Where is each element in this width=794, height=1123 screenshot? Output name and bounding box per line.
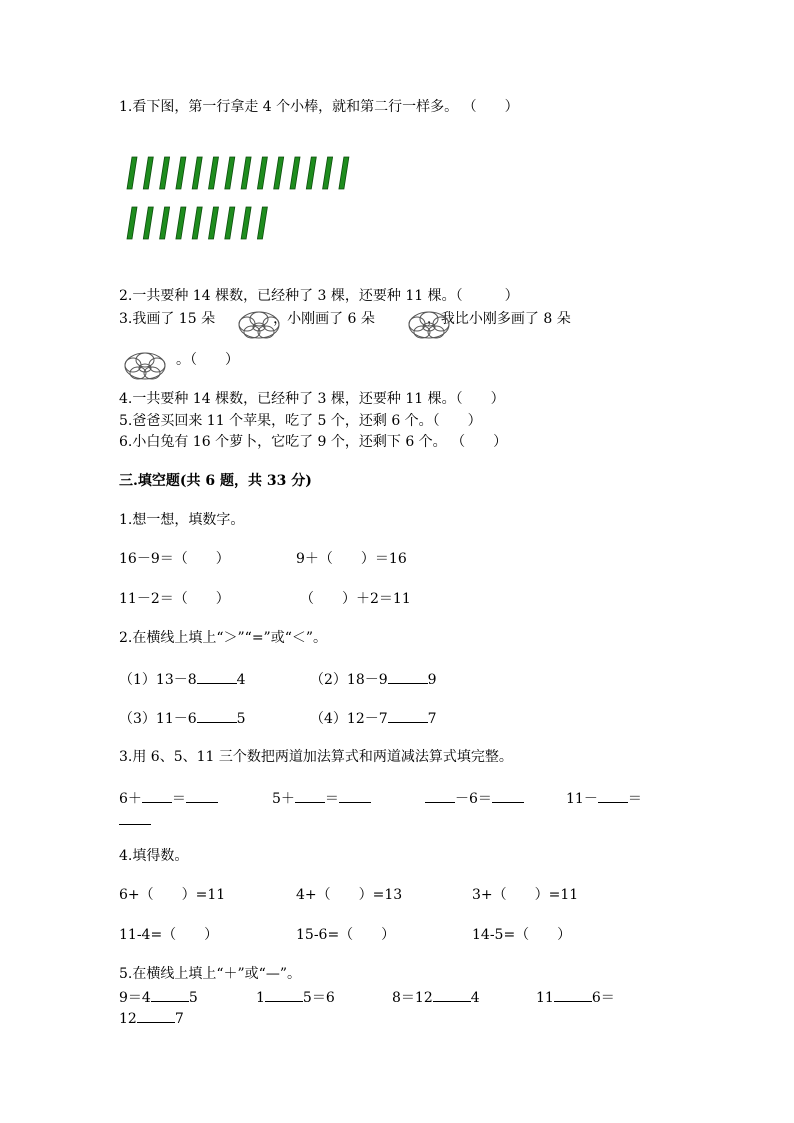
fill-q4-b: 4+（ ）=13 <box>296 887 403 903</box>
fill-q4-d: 11-4=（ ） <box>119 927 219 943</box>
judge-q2: 2.一共要种 14 棵数，已经种了 3 棵，还要种 11 棵。（ ） <box>119 288 519 304</box>
fill-q5-a: 9＝4 5 <box>119 987 198 1007</box>
flower-icon <box>234 304 284 346</box>
stick <box>143 157 153 189</box>
judge-q4: 4.一共要种 14 棵数，已经种了 3 棵，还要种 11 棵。（ ） <box>119 391 505 407</box>
stick <box>209 207 219 239</box>
stick <box>143 207 153 239</box>
fill-q1-d: （ ）＋2＝11 <box>300 591 411 607</box>
section-title: 三.填空题(共 6 题，共 33 分) <box>119 473 312 489</box>
stick <box>274 157 284 189</box>
fill-q3-b: 5＋ ＝ <box>272 788 371 808</box>
stick <box>192 157 202 189</box>
stick <box>241 157 251 189</box>
judge-q3 <box>119 310 571 328</box>
fill-q3-title: 3.用 6、5、11 三个数把两道加法算式和两道减法算式填完整。 <box>119 749 513 765</box>
flower-icon <box>120 345 170 387</box>
fill-q4-a: 6+（ ）=11 <box>119 887 226 903</box>
stick <box>225 207 235 239</box>
stick <box>339 157 349 189</box>
fill-q2-d: （4）12－7 7 <box>310 708 437 728</box>
fill-q4-e: 15-6=（ ） <box>296 927 396 943</box>
fill-q3-d: 11－ ＝ <box>566 788 642 808</box>
fill-q2-b: （2）18－9 9 <box>310 669 437 689</box>
judge-q3-part-c: ，我比小刚多画了 8 朵 <box>426 311 571 327</box>
fill-q5-b: 1 5＝6 <box>256 987 335 1007</box>
fill-q5-d: 11 6＝ <box>536 987 615 1007</box>
stick <box>290 157 300 189</box>
fill-q1-b: 9＋（ ）＝16 <box>296 551 407 567</box>
stick-row-1 <box>121 156 361 192</box>
stick <box>257 207 267 239</box>
judge-q1: 1.看下图，第一行拿走 4 个小棒，就和第二行一样多。 （ ） <box>119 99 519 115</box>
stick <box>323 157 333 189</box>
judge-q3-part-b: ，小刚画了 6 朵 <box>273 311 375 327</box>
judge-q3-part-a: 3.我画了 15 朵 <box>119 311 216 327</box>
stick-row-2 <box>121 206 361 242</box>
fill-q5-e: 12 7 <box>119 1008 184 1028</box>
stick <box>176 157 186 189</box>
fill-q3-a: 6＋ ＝ <box>119 788 218 808</box>
judge-q3-end: 。（ ） <box>176 352 239 368</box>
fill-q1-title: 1.想一想，填数字。 <box>119 512 245 528</box>
fill-q2-title: 2.在横线上填上“＞”“=”或“＜”。 <box>119 630 328 646</box>
fill-q3-c: －6＝ <box>425 788 524 808</box>
stick <box>241 207 251 239</box>
judge-q6: 6.小白兔有 16 个萝卜，它吃了 9 个，还剩下 6 个。 （ ） <box>119 434 508 450</box>
fill-q2-c: （3）11－6 5 <box>119 708 246 728</box>
stick <box>160 207 170 239</box>
fill-q4-c: 3+（ ）=11 <box>472 887 579 903</box>
stick <box>209 157 219 189</box>
stick <box>176 207 186 239</box>
stick <box>192 207 202 239</box>
fill-q1-c: 11－2＝（ ） <box>119 591 230 607</box>
judge-q5: 5.爸爸买回来 11 个苹果，吃了 5 个，还剩 6 个。（ ） <box>119 413 482 429</box>
fill-q2-a: （1）13－8 4 <box>119 669 246 689</box>
stick <box>306 157 316 189</box>
fill-q4-title: 4.填得数。 <box>119 848 189 864</box>
stick <box>160 157 170 189</box>
fill-q4-f: 14-5=（ ） <box>472 927 572 943</box>
stick <box>127 157 137 189</box>
fill-q5-title: 5.在横线上填上“＋”或“—”。 <box>119 966 301 982</box>
fill-q1-a: 16－9＝（ ） <box>119 551 230 567</box>
stick <box>257 157 267 189</box>
stick <box>127 207 137 239</box>
stick <box>225 157 235 189</box>
fill-q5-c: 8＝12 4 <box>392 987 480 1007</box>
fill-q3-d-cont <box>119 810 151 830</box>
flower-icon <box>404 304 454 346</box>
